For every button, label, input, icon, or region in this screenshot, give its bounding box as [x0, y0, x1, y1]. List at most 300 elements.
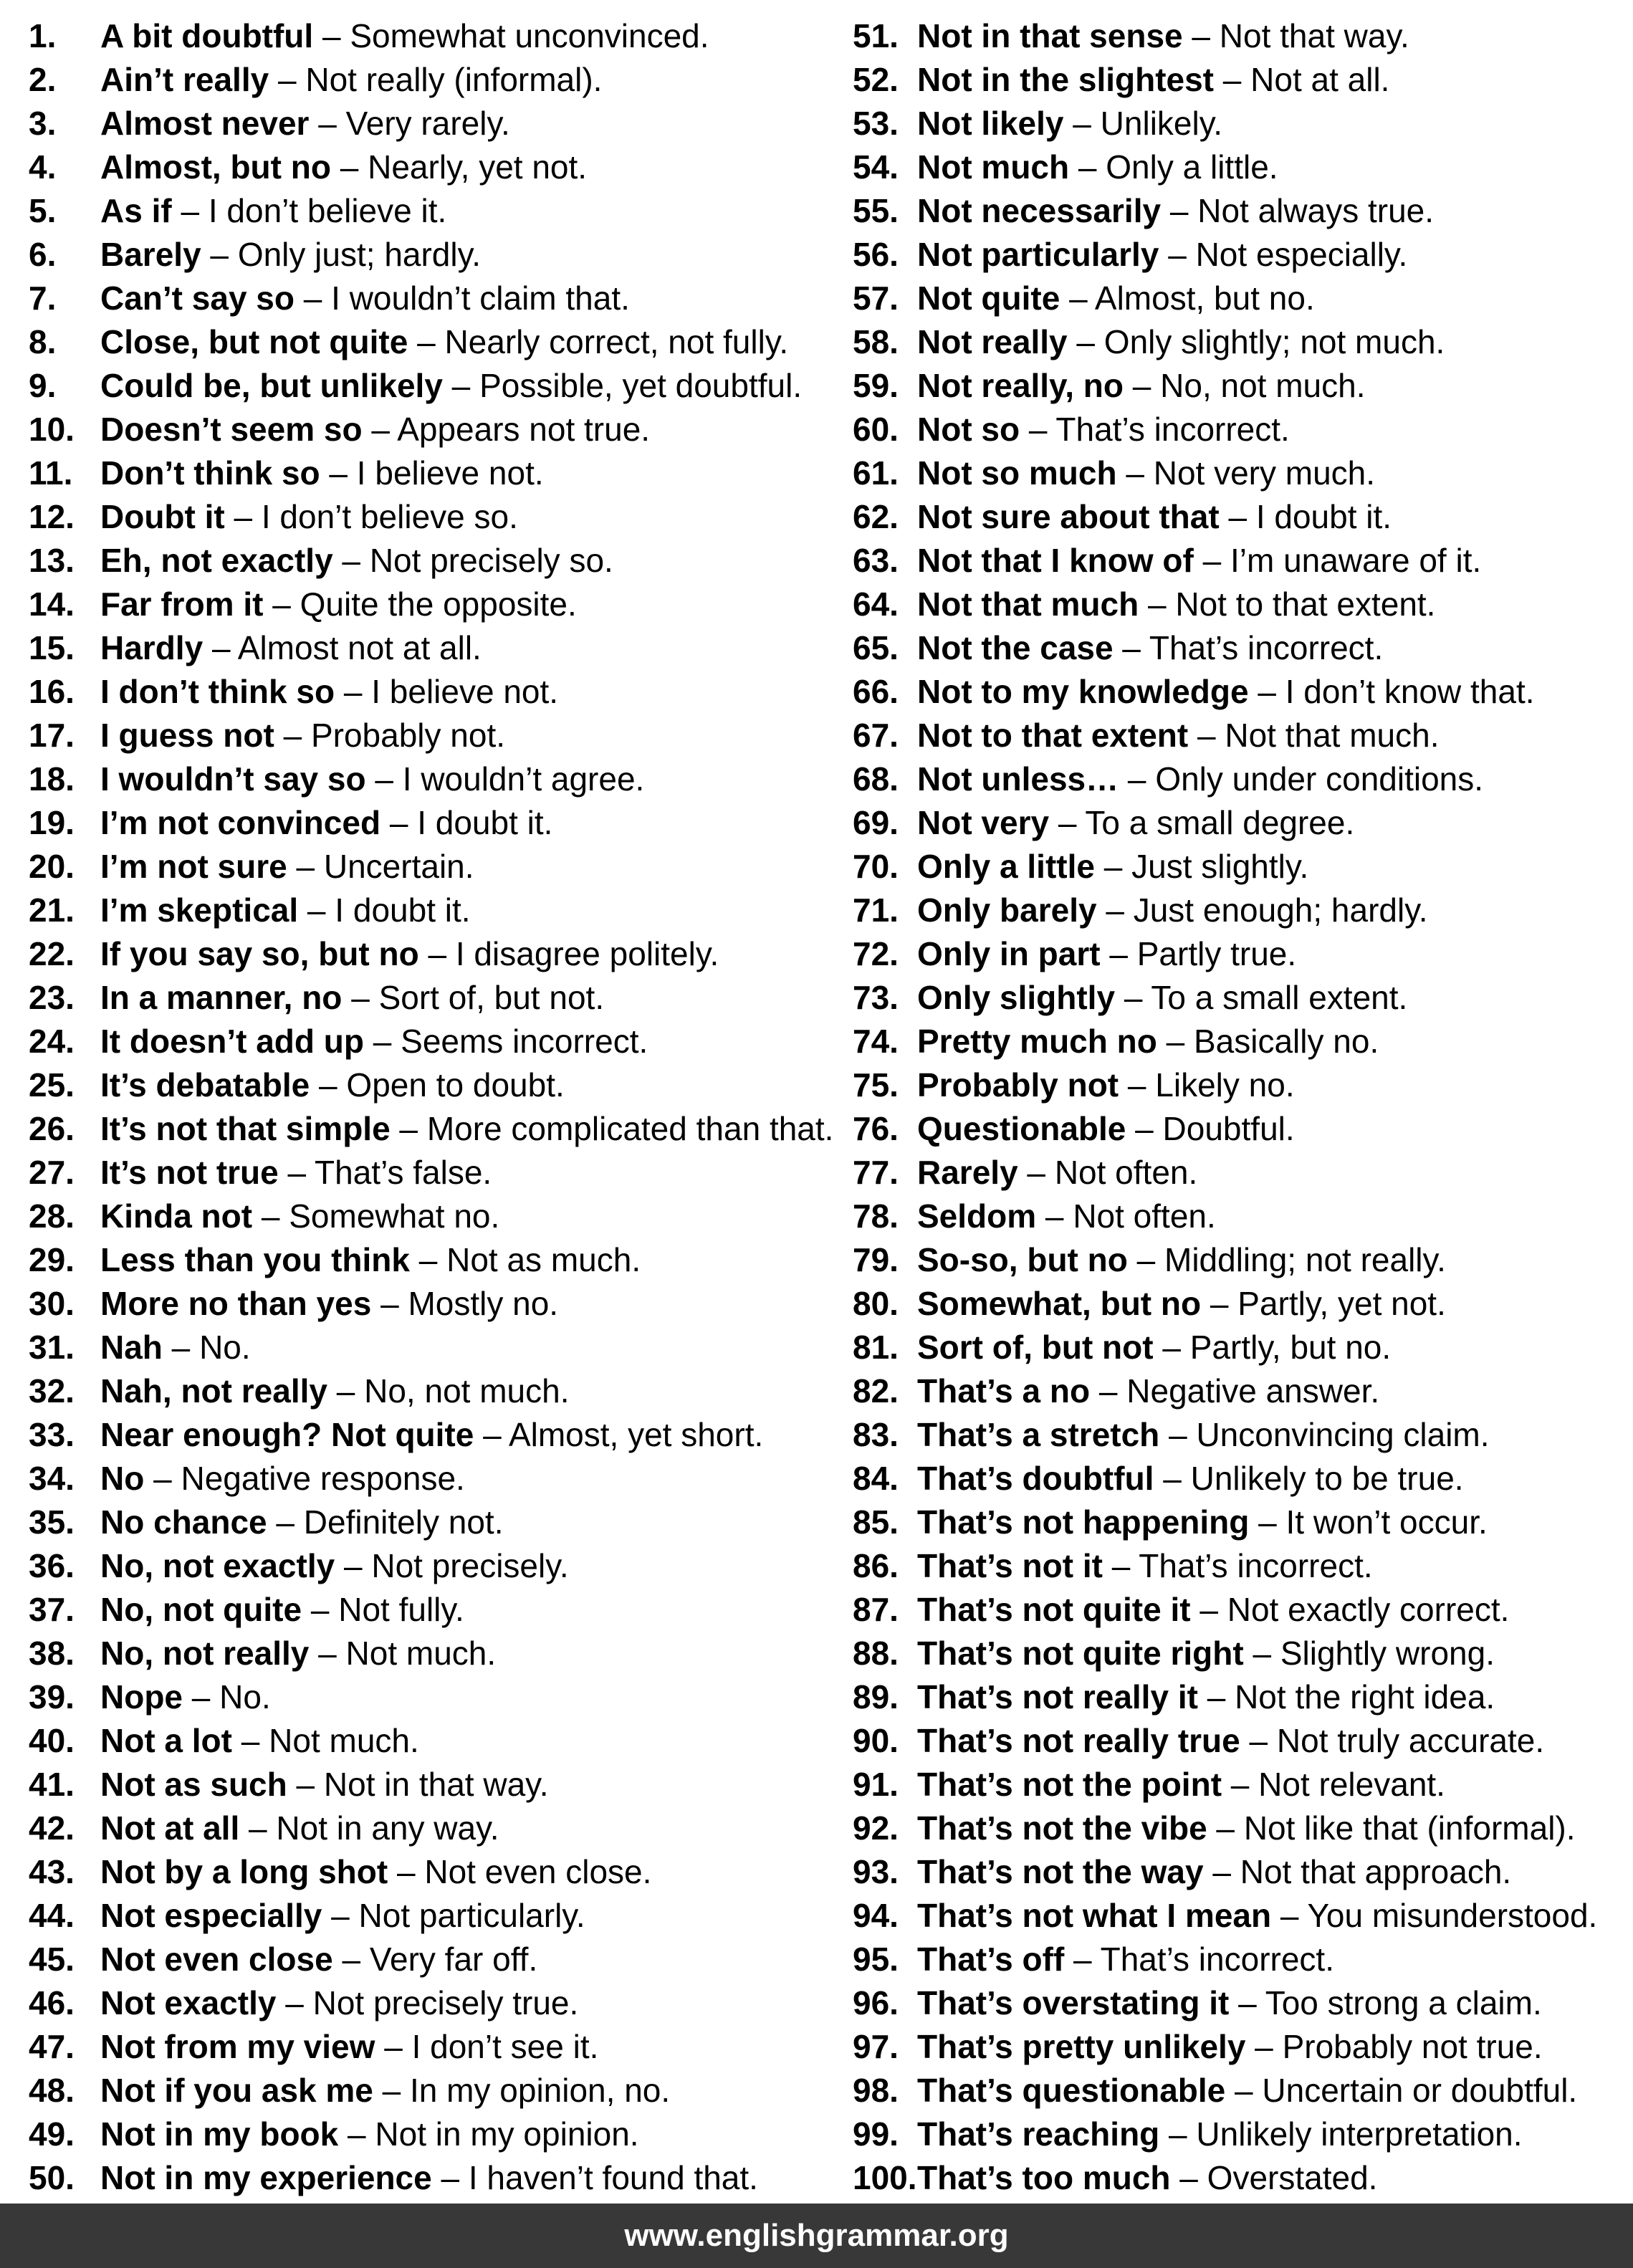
item-separator: – [1193, 542, 1230, 579]
item-term: Near enough? Not quite [100, 1416, 474, 1453]
item-separator: – [1069, 148, 1106, 186]
item-definition: I haven’t found that. [468, 2159, 758, 2196]
item-definition: Uncertain or doubtful. [1262, 2072, 1578, 2109]
item-number: 82. [853, 1372, 899, 1410]
item-separator: – [1049, 804, 1086, 841]
item-separator: – [171, 192, 209, 229]
list-item [853, 1501, 1633, 1544]
list-item [853, 1763, 1633, 1807]
list-item [853, 2025, 1633, 2069]
item-term: Far from it [100, 585, 264, 623]
item-number: 11. [29, 454, 73, 492]
item-definition: No. [199, 1329, 251, 1366]
item-term: No chance [100, 1503, 267, 1541]
item-text [917, 2113, 1523, 2156]
item-number: 70. [853, 848, 899, 885]
item-separator: – [1154, 1460, 1191, 1497]
item-text [917, 757, 1483, 801]
item-term: Not necessarily [917, 192, 1162, 229]
item-text [100, 1282, 558, 1326]
item-definition: Not to that extent. [1175, 585, 1436, 623]
item-definition: I doubt it. [335, 891, 471, 929]
item-separator: – [224, 498, 262, 535]
item-term: Not really, no [917, 367, 1124, 404]
item-separator: – [1153, 1329, 1190, 1366]
item-term: No, not quite [100, 1591, 302, 1628]
item-term: Seldom [917, 1197, 1037, 1235]
item-separator: – [1064, 1941, 1101, 1978]
list-item [853, 1413, 1633, 1457]
item-number: 37. [29, 1591, 75, 1628]
item-number: 1. [29, 17, 57, 54]
item-definition: Not as much. [446, 1241, 641, 1278]
item-definition: Partly, but no. [1189, 1329, 1392, 1366]
item-number: 28. [29, 1197, 75, 1235]
item-definition: Not much. [269, 1722, 419, 1759]
item-term: Not in that sense [917, 17, 1183, 54]
item-definition: Not in that way. [323, 1766, 549, 1803]
item-text [100, 2113, 639, 2156]
item-number: 93. [853, 1853, 899, 1890]
item-definition: I wouldn’t agree. [402, 760, 645, 798]
item-text [917, 320, 1445, 364]
list-item [853, 1588, 1633, 1632]
item-text [100, 1326, 251, 1369]
item-text [100, 2025, 598, 2069]
item-text [100, 2069, 670, 2113]
item-separator: – [1119, 1066, 1156, 1104]
item-text [917, 1457, 1464, 1501]
item-definition: Mostly no. [408, 1285, 559, 1322]
item-separator: – [380, 804, 418, 841]
list-item [853, 2156, 1633, 2200]
item-text [917, 1763, 1445, 1807]
item-definition: I believe not. [371, 673, 559, 710]
list-item [853, 889, 1633, 932]
item-term: Kinda not [100, 1197, 253, 1235]
item-term: Not really [917, 323, 1068, 360]
item-separator: – [302, 1591, 339, 1628]
item-number: 44. [29, 1897, 75, 1934]
item-definition: Unconvincing claim. [1196, 1416, 1490, 1453]
item-number: 27. [29, 1154, 75, 1191]
item-definition: I wouldn’t claim that. [331, 279, 630, 317]
item-number: 59. [853, 367, 899, 404]
item-definition: Somewhat no. [289, 1197, 500, 1235]
list-item [29, 1457, 853, 1501]
item-separator: – [1214, 61, 1251, 98]
item-separator: – [310, 1066, 347, 1104]
item-definition: Not much. [345, 1635, 497, 1672]
item-definition: Appears not true. [397, 411, 651, 448]
item-term: Only slightly [917, 979, 1116, 1016]
item-term: That’s overstating it [917, 1984, 1230, 2021]
item-separator: – [1188, 717, 1225, 754]
item-term: Not so [917, 411, 1020, 448]
list-item [29, 1107, 853, 1151]
item-number: 68. [853, 760, 899, 798]
item-separator: – [1207, 1809, 1244, 1847]
item-text [917, 58, 1389, 102]
item-number: 33. [29, 1416, 75, 1453]
item-term: Not unless… [917, 760, 1119, 798]
item-separator: – [252, 1197, 289, 1235]
item-number: 31. [29, 1329, 75, 1366]
item-definition: No, not much. [364, 1372, 570, 1410]
item-definition: Not often. [1073, 1197, 1216, 1235]
item-number: 30. [29, 1285, 75, 1322]
item-term: That’s not what I mean [917, 1897, 1272, 1934]
item-number: 50. [29, 2159, 75, 2196]
item-text [100, 1107, 833, 1151]
item-text [917, 277, 1315, 320]
item-term: Not by a long shot [100, 1853, 388, 1890]
item-number: 12. [29, 498, 75, 535]
list-item [853, 1282, 1633, 1326]
list-column-right [853, 14, 1633, 2200]
item-separator: – [1170, 2159, 1207, 2196]
list-item [853, 1894, 1633, 1938]
list-item [853, 1369, 1633, 1413]
item-number: 81. [853, 1329, 899, 1366]
item-text [100, 1238, 641, 1282]
item-text [917, 1544, 1373, 1588]
item-number: 98. [853, 2072, 899, 2109]
list-item [29, 145, 853, 189]
item-text [917, 801, 1354, 845]
item-term: I’m not sure [100, 848, 287, 885]
item-definition: Almost not at all. [237, 629, 482, 666]
item-term: It’s not true [100, 1154, 279, 1191]
item-definition: Not very much. [1153, 454, 1376, 492]
item-term: That’s not happening [917, 1503, 1250, 1541]
item-definition: Somewhat unconvinced. [350, 17, 709, 54]
item-definition: Not the right idea. [1235, 1678, 1495, 1716]
item-term: Nah [100, 1329, 163, 1366]
list-item [853, 451, 1633, 495]
list-item [29, 58, 853, 102]
item-number: 18. [29, 760, 75, 798]
item-separator: – [335, 673, 372, 710]
item-definition: To a small degree. [1085, 804, 1355, 841]
item-term: Nope [100, 1678, 183, 1716]
item-number: 19. [29, 804, 75, 841]
item-separator: – [144, 1460, 181, 1497]
item-number: 43. [29, 1853, 75, 1890]
item-text [100, 1020, 648, 1063]
item-number: 90. [853, 1722, 899, 1759]
item-number: 99. [853, 2115, 899, 2153]
item-term: That’s not it [917, 1547, 1103, 1584]
item-text [917, 451, 1375, 495]
item-text [100, 1675, 271, 1719]
item-number: 65. [853, 629, 899, 666]
item-term: Not in my book [100, 2115, 339, 2153]
item-term: Sort of, but not [917, 1329, 1154, 1366]
item-separator: – [298, 891, 335, 929]
item-definition: Probably not true. [1282, 2028, 1543, 2065]
item-text [100, 1369, 569, 1413]
item-term: Somewhat, but no [917, 1285, 1202, 1322]
list-item [853, 189, 1633, 233]
item-number: 15. [29, 629, 75, 666]
item-term: Not in my experience [100, 2159, 432, 2196]
item-term: Doesn’t seem so [100, 411, 363, 448]
item-text [917, 364, 1366, 408]
item-number: 89. [853, 1678, 899, 1716]
item-separator: – [1102, 1547, 1139, 1584]
item-definition: Only slightly; not much. [1103, 323, 1445, 360]
list-item [853, 102, 1633, 145]
list-item [29, 1282, 853, 1326]
item-number: 92. [853, 1809, 899, 1847]
item-term: That’s not quite it [917, 1591, 1191, 1628]
list-item [853, 714, 1633, 757]
item-number: 52. [853, 61, 899, 98]
list-item [29, 1719, 853, 1763]
item-definition: Too strong a claim. [1265, 1984, 1542, 2021]
item-separator: – [342, 979, 379, 1016]
item-definition: Basically no. [1193, 1023, 1379, 1060]
item-separator: – [1225, 2072, 1263, 2109]
item-separator: – [375, 2028, 412, 2065]
item-separator: – [408, 323, 445, 360]
item-term: Not to that extent [917, 717, 1189, 754]
item-definition: Not in my opinion. [375, 2115, 639, 2153]
item-definition: Doubtful. [1162, 1110, 1295, 1147]
item-separator: – [362, 411, 398, 448]
item-definition: Not relevant. [1258, 1766, 1445, 1803]
item-text [917, 1675, 1495, 1719]
item-definition: Sort of, but not. [378, 979, 605, 1016]
item-term: That’s reaching [917, 2115, 1160, 2153]
item-term: That’s questionable [917, 2072, 1226, 2109]
item-definition: That’s incorrect. [1055, 411, 1290, 448]
item-number: 66. [853, 673, 899, 710]
list-item [853, 364, 1633, 408]
item-separator: – [1115, 979, 1151, 1016]
item-term: Not the case [917, 629, 1114, 666]
item-term: I’m not convinced [100, 804, 381, 841]
item-separator: – [409, 1241, 447, 1278]
item-separator: – [442, 367, 480, 404]
item-separator: – [327, 1372, 365, 1410]
item-number: 5. [29, 192, 57, 229]
item-term: Don’t think so [100, 454, 320, 492]
item-number: 88. [853, 1635, 899, 1672]
item-definition: I doubt it. [1255, 498, 1392, 535]
item-term: That’s not really it [917, 1678, 1198, 1716]
item-number: 20. [29, 848, 75, 885]
item-definition: Unlikely to be true. [1190, 1460, 1464, 1497]
item-term: That’s a no [917, 1372, 1091, 1410]
item-definition: Seems incorrect. [401, 1023, 648, 1060]
item-text [100, 1544, 569, 1588]
item-definition: Almost, yet short. [508, 1416, 764, 1453]
list-item [29, 845, 853, 889]
item-term: Ain’t really [100, 61, 269, 98]
item-text [917, 1719, 1544, 1763]
item-separator: – [1094, 848, 1132, 885]
item-number: 54. [853, 148, 899, 186]
item-separator: – [365, 760, 403, 798]
list-item [29, 2069, 853, 2113]
item-number: 10. [29, 411, 75, 448]
list-item [29, 1763, 853, 1807]
item-text [917, 1282, 1446, 1326]
item-definition: Open to doubt. [346, 1066, 565, 1104]
item-term: Not as such [100, 1766, 287, 1803]
item-definition: No, not much. [1160, 367, 1366, 404]
item-term: No [100, 1460, 145, 1497]
item-separator: – [1203, 1853, 1240, 1890]
list-item [29, 1894, 853, 1938]
item-separator: – [1139, 585, 1176, 623]
item-number: 86. [853, 1547, 899, 1584]
item-term: Almost, but no [100, 148, 331, 186]
item-term: Not likely [917, 105, 1064, 142]
item-text [100, 714, 505, 757]
item-text [100, 233, 481, 277]
item-separator: – [1127, 1241, 1164, 1278]
item-number: 96. [853, 1984, 899, 2021]
list-item [853, 757, 1633, 801]
item-definition: I’m unaware of it. [1230, 542, 1482, 579]
item-number: 55. [853, 192, 899, 229]
item-number: 38. [29, 1635, 75, 1672]
item-separator: – [1036, 1197, 1073, 1235]
item-separator: – [1197, 1678, 1235, 1716]
list-item [853, 1981, 1633, 2025]
item-number: 84. [853, 1460, 899, 1497]
item-separator: – [1229, 1984, 1265, 2021]
item-term: Can’t say so [100, 279, 294, 317]
item-separator: – [183, 1678, 220, 1716]
item-definition: You misunderstood. [1307, 1897, 1598, 1934]
list-item [29, 714, 853, 757]
item-term: That’s doubtful [917, 1460, 1154, 1497]
item-separator: – [363, 1023, 401, 1060]
item-term: Only a little [917, 848, 1095, 885]
item-separator: – [1161, 192, 1198, 229]
item-text [917, 845, 1308, 889]
item-term: I wouldn’t say so [100, 760, 366, 798]
item-definition: Not really (informal). [305, 61, 603, 98]
item-separator: – [335, 1547, 372, 1584]
item-separator: – [294, 279, 332, 317]
item-number: 45. [29, 1941, 75, 1978]
item-separator: – [278, 1154, 315, 1191]
item-text [917, 1981, 1542, 2025]
item-term: That’s too much [917, 2159, 1171, 2196]
item-separator: – [1090, 1372, 1127, 1410]
list-item [29, 670, 853, 714]
item-text [100, 757, 644, 801]
list-item [853, 277, 1633, 320]
item-number: 95. [853, 1941, 899, 1978]
item-term: Doubt it [100, 498, 225, 535]
item-text [100, 626, 482, 670]
item-text [100, 145, 587, 189]
item-separator: – [330, 148, 368, 186]
item-definition: Not precisely. [371, 1547, 569, 1584]
item-text [917, 2156, 1377, 2200]
item-definition: Only a little. [1106, 148, 1278, 186]
item-text [917, 1894, 1597, 1938]
list-item [29, 1632, 853, 1675]
item-term: As if [100, 192, 172, 229]
item-text [917, 1938, 1334, 1981]
item-text [917, 976, 1407, 1020]
item-text [917, 1326, 1391, 1369]
item-separator: – [1067, 323, 1104, 360]
item-separator: – [322, 1897, 359, 1934]
item-definition: Definitely not. [303, 1503, 504, 1541]
item-text [917, 145, 1278, 189]
item-text [917, 1501, 1488, 1544]
footer-bar [0, 2204, 1633, 2268]
item-text [100, 539, 613, 583]
item-definition: Not always true. [1197, 192, 1435, 229]
item-text [100, 1894, 585, 1938]
list-item [29, 1588, 853, 1632]
item-term: Not particularly [917, 236, 1159, 273]
item-term: More no than yes [100, 1285, 372, 1322]
item-number: 58. [853, 323, 899, 360]
item-text [917, 2025, 1543, 2069]
item-term: Not in the slightest [917, 61, 1214, 98]
item-number: 6. [29, 236, 57, 273]
item-term: Only in part [917, 935, 1101, 972]
list-item [29, 495, 853, 539]
item-text [100, 495, 518, 539]
item-definition: Not that way. [1219, 17, 1409, 54]
list-item [853, 145, 1633, 189]
item-number: 61. [853, 454, 899, 492]
item-number: 24. [29, 1023, 75, 1060]
item-separator: – [201, 236, 238, 273]
item-text [917, 102, 1222, 145]
item-text [100, 451, 544, 495]
item-term: That’s off [917, 1941, 1065, 1978]
item-separator: – [1159, 1416, 1197, 1453]
item-separator: – [431, 2159, 469, 2196]
item-number: 17. [29, 717, 75, 754]
list-item [29, 451, 853, 495]
item-number: 100. [853, 2159, 917, 2196]
item-text [917, 1807, 1576, 1850]
item-separator: – [1159, 2115, 1197, 2153]
item-text [917, 1020, 1379, 1063]
list-item [29, 889, 853, 932]
item-definition: Not at all. [1250, 61, 1390, 98]
item-number: 73. [853, 979, 899, 1016]
item-text [917, 714, 1440, 757]
item-number: 39. [29, 1678, 75, 1716]
item-text [917, 1850, 1511, 1894]
item-number: 4. [29, 148, 57, 186]
item-separator: – [1126, 1110, 1163, 1147]
item-number: 34. [29, 1460, 75, 1497]
item-text [917, 1413, 1490, 1457]
item-text [100, 2156, 758, 2200]
list-item [853, 1719, 1633, 1763]
item-number: 35. [29, 1503, 75, 1541]
item-text [917, 1063, 1295, 1107]
list-item [29, 1063, 853, 1107]
item-separator: – [1100, 935, 1137, 972]
item-text [100, 976, 604, 1020]
